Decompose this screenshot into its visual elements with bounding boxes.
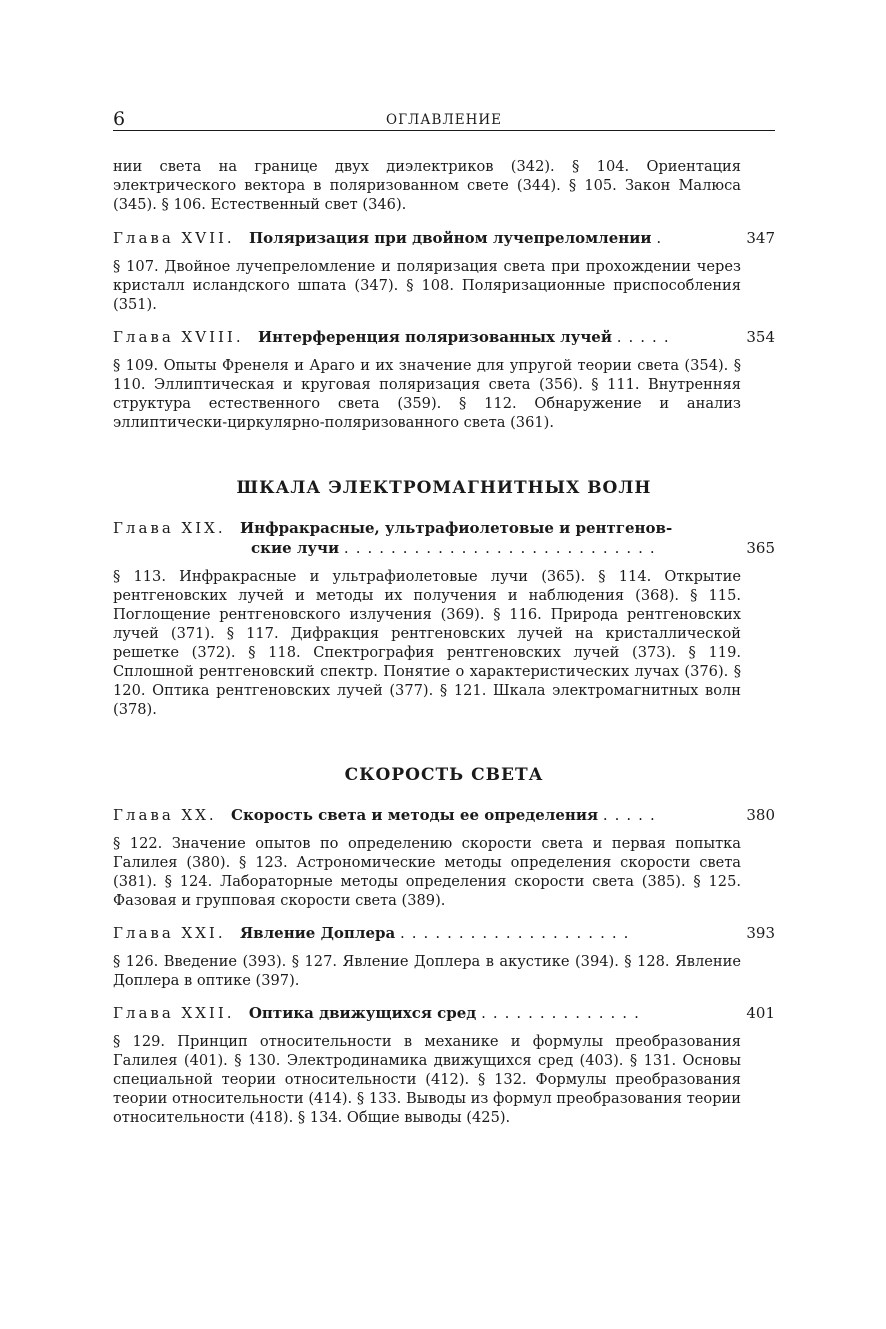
chapter-page: 401 — [742, 1003, 775, 1023]
running-title: ОГЛАВЛЕНИЕ — [386, 112, 502, 128]
chapter-title-continuation — [251, 538, 775, 558]
chapter-label: Глава XXI. — [113, 924, 226, 942]
chapter-contents: § 107. Двойное лучепреломление и поляризация света при прохождении через кристалл исландского шпата (347). § 108. Поляризационные приспособления (351). — [113, 258, 741, 313]
leader-dots: ..... — [616, 328, 676, 346]
toc-page — [113, 100, 775, 1127]
chapter-title: Инфракрасные, ультрафиолетовые и рентгенов- — [239, 519, 673, 537]
chapter-entry[interactable] — [113, 228, 775, 248]
chapter-page: 380 — [742, 805, 775, 825]
section-heading: СКОРОСТЬ СВЕТА — [344, 765, 544, 785]
chapter-label: Глава XVII. — [113, 229, 235, 247]
chapter-entry[interactable] — [113, 805, 775, 825]
chapter-contents: § 113. Инфракрасные и ультрафиолетовые лучи (365). § 114. Открытие рентгеновских лучей и методы их получения и наблюдения (368). § 115. Поглощение рентгеновского излучения (369). § 116. Природа рентгеновских лучей (371). § 117. Дифракция рентгеновских лучей на кристаллической решетке (372). § 118. Спектрография рентгеновских лучей (373). § 119. Сплошной рентгеновский спектр. Понятие о характеристических лучах (376). § 120. Оптика рентгеновских лучей (377). § 121. Шкала электромагнитных волн (378). — [113, 568, 741, 718]
chapter-label: Глава XX. — [113, 806, 217, 824]
chapter-contents: § 109. Опыты Френеля и Араго и их значение для упругой теории света (354). § 110. Эллиптическая и круговая поляризация света (356). § 111. Внутренняя структура естественного света (359). § 112. Обнаружение и анализ эллиптически-циркулярно-поляризованного света (361). — [113, 357, 741, 431]
section-heading: ШКАЛА ЭЛЕКТРОМАГНИТНЫХ ВОЛН — [236, 478, 652, 498]
chapter-page: 365 — [742, 538, 775, 558]
chapter-label: Глава XVIII. — [113, 328, 244, 346]
chapter-page: 347 — [742, 228, 775, 248]
chapter-title: Интерференция поляризованных лучей — [257, 328, 612, 346]
chapter-contents: § 122. Значение опытов по определению скорости света и первая попытка Галилея (380). § 123. Астрономические методы определения скорости света (381). § 124. Лабораторные методы определения скорости света (385). § 125. Фазовая и групповая скорости света (389). — [113, 835, 741, 909]
leader-dots: ..... — [602, 806, 662, 824]
page-number: 6 — [113, 108, 126, 130]
chapter-entry[interactable] — [113, 1003, 775, 1023]
running-head — [113, 100, 775, 131]
chapter-entry[interactable] — [113, 327, 775, 347]
chapter-contents: § 129. Принцип относительности в механике и формулы преобразования Галилея (401). § 130. Электродинамика движущихся сред (403). § 131. Основы специальной теории относительности (412). § 132. Формулы преобразования теории относительности (414). § 133. Выводы из формул преобразования теории относительности (418). § 134. Общие выводы (425). — [113, 1033, 741, 1126]
chapter-entry[interactable] — [113, 923, 775, 943]
chapter-title: ские лучи — [251, 539, 340, 557]
chapter-title: Поляризация при двойном лучепреломлении — [249, 229, 652, 247]
leader-dots: .................... — [400, 924, 636, 942]
chapter-title: Оптика движущихся сред — [248, 1004, 477, 1022]
chapter-label: Глава XXII. — [113, 1004, 235, 1022]
leader-dots: .............. — [481, 1004, 646, 1022]
chapter-entry[interactable] — [113, 518, 775, 558]
chapter-page: 393 — [742, 923, 775, 943]
chapter-label: Глава XIX. — [113, 519, 226, 537]
intro-paragraph: нии света на границе двух диэлектриков (342). § 104. Ориентация электрического вектора в поляризованном свете (344). § 105. Закон Малюса (345). § 106. Естественный свет (346). — [113, 158, 741, 213]
chapter-title: Явление Доплера — [239, 924, 396, 942]
chapter-contents: § 126. Введение (393). § 127. Явление Доплера в акустике (394). § 128. Явление Доплера в оптике (397). — [113, 953, 741, 989]
leader-dots: . — [656, 229, 669, 247]
leader-dots: ........................... — [343, 539, 662, 557]
chapter-title: Скорость света и методы ее определения — [231, 806, 599, 824]
chapter-page: 354 — [742, 327, 775, 347]
